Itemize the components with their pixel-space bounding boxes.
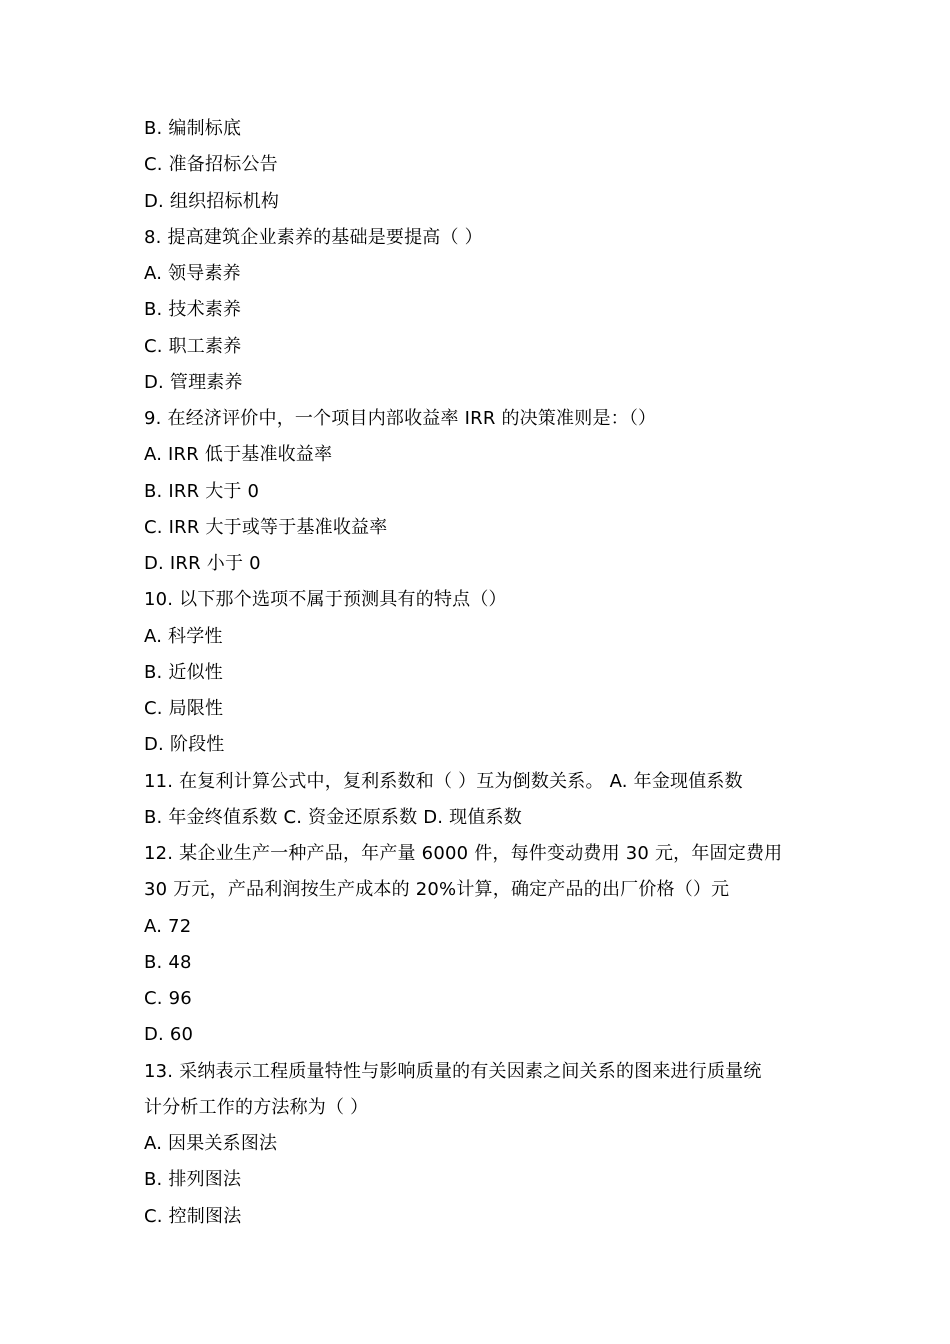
document-body [144, 111, 804, 1235]
option-d-organize-tender-agency: D. 组织招标机构 [144, 190, 280, 212]
question-10-option-a: A. 科学性 [144, 625, 223, 647]
question-10-option-d: D. 阶段性 [144, 734, 225, 756]
question-12-option-c: C. 96 [144, 988, 192, 1009]
question-11-options: B. 年金终值系数 C. 资金还原系数 D. 现值系数 [144, 806, 522, 828]
question-8: 8. 提高建筑企业素养的基础是要提高（ ） [144, 226, 483, 248]
question-11: 11. 在复利计算公式中，复利系数和（ ）互为倒数关系。 A. 年金现值系数 [144, 770, 743, 792]
question-8-option-a: A. 领导素养 [144, 263, 241, 284]
option-b-compile-base-price: B. 编制标底 [144, 118, 242, 139]
question-8-option-b: B. 技术素养 [144, 299, 242, 321]
question-8-option-d: D. 管理素养 [144, 371, 243, 393]
question-12-option-a: A. 72 [144, 915, 192, 937]
option-c-prepare-tender-notice: C. 准备招标公告 [144, 154, 278, 176]
question-13-option-a: A. 因果关系图法 [144, 1133, 278, 1154]
question-13: 13. 采纳表示工程质量特性与影响质量的有关因素之间关系的图来进行质量统 [144, 1060, 762, 1082]
question-9-option-d: D. IRR 小于 0 [144, 553, 261, 574]
question-10-option-c: C. 局限性 [144, 698, 224, 719]
question-9-option-a: A. IRR 低于基准收益率 [144, 444, 333, 466]
question-13-continued: 计分析工作的方法称为（ ） [144, 1096, 369, 1118]
question-12-continued: 30 万元，产品利润按生产成本的 20%计算，确定产品的出厂价格（）元 [144, 879, 730, 901]
question-10-option-b: B. 近似性 [144, 661, 223, 683]
question-10: 10. 以下那个选项不属于预测具有的特点（） [144, 589, 507, 611]
question-9: 9. 在经济评价中，一个项目内部收益率 IRR 的决策准则是：（） [144, 408, 657, 429]
question-8-option-c: C. 职工素养 [144, 335, 242, 357]
question-9-option-b: B. IRR 大于 0 [144, 480, 260, 502]
question-13-option-b: B. 排列图法 [144, 1169, 242, 1191]
question-9-option-c: C. IRR 大于或等于基准收益率 [144, 516, 388, 538]
question-13-option-c: C. 控制图法 [144, 1205, 242, 1227]
question-12-option-b: B. 48 [144, 951, 192, 973]
question-12: 12. 某企业生产一种产品，年产量 6000 件，每件变动费用 30 元，年固定费用 [144, 843, 783, 864]
question-12-option-d: D. 60 [144, 1024, 194, 1046]
